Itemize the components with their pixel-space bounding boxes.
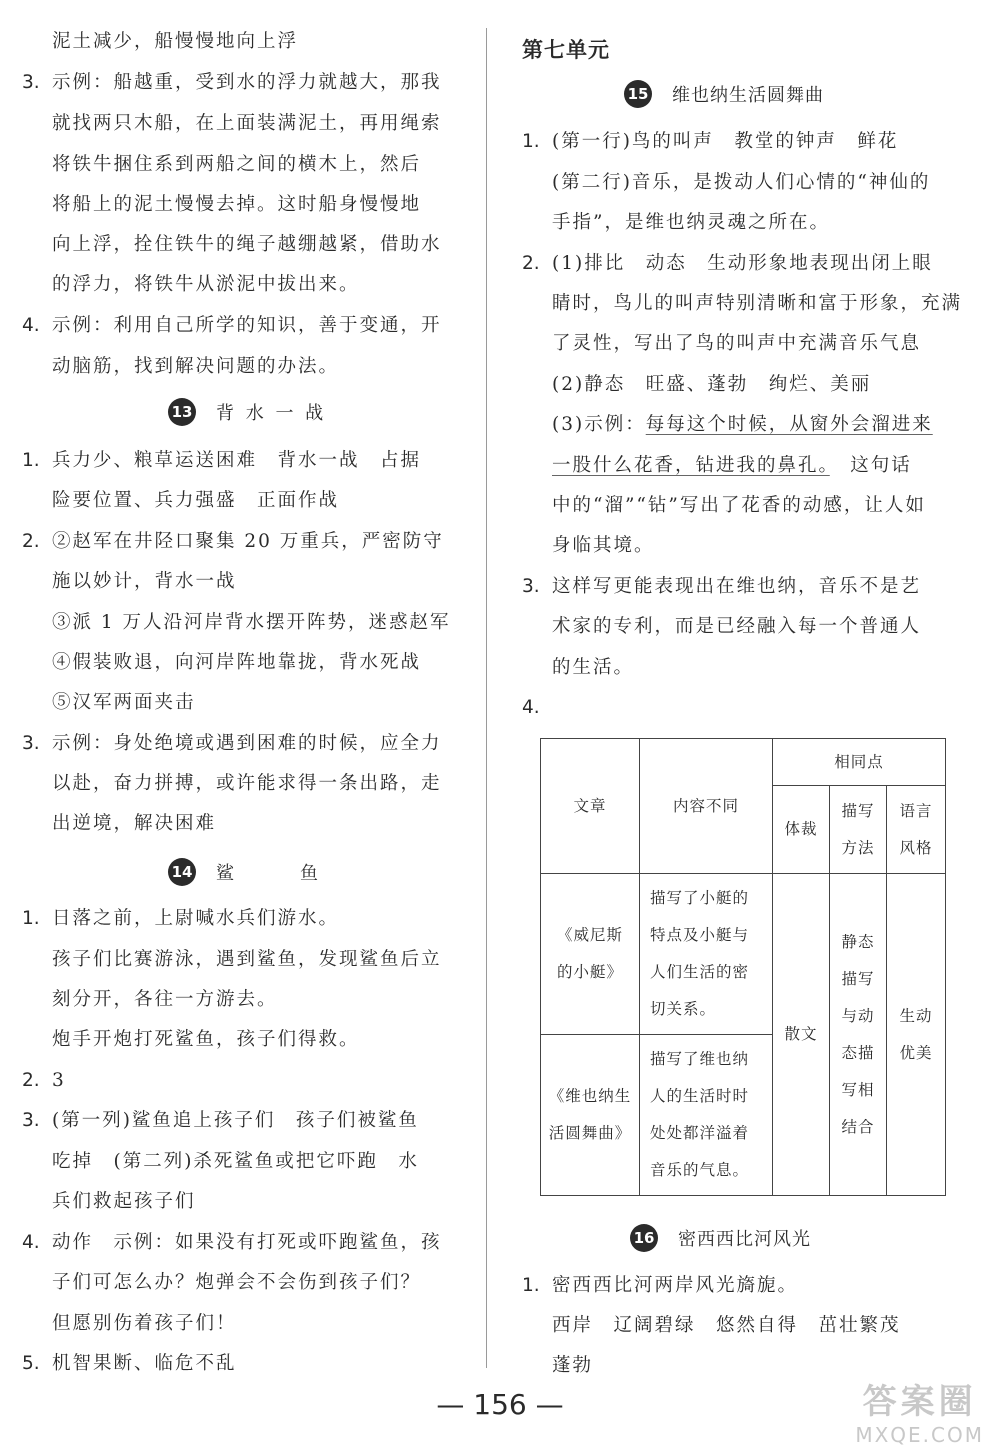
text-line: ④假装败退，向河岸阵地靠拢，背水死战: [52, 652, 422, 673]
item-number: 4.: [22, 315, 40, 336]
cell-text: 活圆舞曲》: [548, 1124, 632, 1142]
cell-text: 描写了小艇的: [650, 889, 750, 907]
header-article: 文章: [541, 739, 640, 874]
text-line: 就找两只木船，在上面装满泥土，再用绳索: [52, 113, 442, 134]
cell-text: 切关系。: [650, 1000, 717, 1018]
text-line: 刻分开，各往一方游去。: [52, 989, 278, 1010]
text-line: ③派 1 万人沿河岸背水摆开阵势，迷惑赵军: [52, 612, 451, 633]
text-line: 兵力少、粮草运送困难 背水一战 占据: [52, 450, 422, 471]
text-line: 孩子们比赛游泳，遇到鲨鱼，发现鲨鱼后立: [52, 949, 442, 970]
text-line: 向上浮，拴住铁牛的绳子越绷越紧，借助水: [52, 234, 442, 255]
answer-5: [22, 1352, 237, 1376]
answer-4: [22, 314, 442, 338]
cell-text: 描写了维也纳: [650, 1050, 750, 1068]
answer-2: [22, 1069, 66, 1093]
item-number: 2.: [22, 531, 40, 552]
cell-text: 的小艇》: [556, 963, 623, 981]
lesson-title: 维也纳生活圆舞曲: [672, 85, 824, 106]
text-line: 险要位置、兵力强盛 正面作战: [52, 490, 340, 511]
cell-text: 《威尼斯: [556, 926, 623, 944]
text-line: 手指”，是维也纳灵魂之所在。: [552, 212, 830, 233]
style-cell: [887, 874, 946, 1196]
cell-text: 人们生活的密: [650, 963, 750, 981]
text-line: 出逆境，解决困难: [52, 813, 217, 834]
unit-title: 第七单元: [522, 38, 610, 62]
watermark-logo-text: 答案圈: [862, 1382, 977, 1422]
text-line: [522, 413, 933, 437]
text-line: 蓬勃: [552, 1355, 594, 1376]
text-line: 睛时，鸟儿的叫声特别清晰和富于形象，充满: [552, 293, 963, 314]
cell-text: 风格: [899, 838, 933, 857]
item-number: 3.: [522, 576, 540, 597]
lesson-number-badge: 16: [630, 1224, 658, 1252]
text-line: 身临其境。: [552, 535, 655, 556]
cell-text: 人的生活时时: [650, 1087, 750, 1105]
text-line: 中的“溜”“钻”写出了花香的动感，让人如: [552, 495, 926, 516]
item-number: 4.: [22, 1232, 40, 1253]
answer-2: [22, 530, 444, 554]
text-line: 机智果断、临危不乱: [52, 1353, 237, 1374]
section-16-heading: [630, 1224, 811, 1252]
cell-text: 音乐的气息。: [650, 1161, 750, 1179]
page-number: — 156 —: [436, 1388, 564, 1421]
section-15-heading: [624, 80, 824, 108]
text-line: 子们可怎么办？炮弹会不会伤到孩子们？: [52, 1272, 422, 1293]
text-line: 的浮力，将铁牛从淤泥中拔出来。: [52, 274, 360, 295]
text-line: 以赴，奋力拼搏，或许能求得一条出路，走: [52, 773, 442, 794]
section-13-heading: [168, 398, 326, 426]
item-number: 3.: [22, 72, 40, 93]
answer-4: [522, 696, 552, 720]
lesson-number-badge: 14: [168, 858, 196, 886]
text-line: 兵们救起孩子们: [52, 1191, 196, 1212]
row-1-diff: [640, 874, 773, 1035]
text-line: 日落之前，上尉喊水兵们游水。: [52, 908, 340, 929]
text-line: 了灵性，写出了鸟的叫声中充满音乐气息: [552, 333, 922, 354]
text-line: ⑤汉军两面夹击: [52, 692, 196, 713]
text-line: [522, 454, 912, 478]
text-line: 示例：船越重，受到水的浮力就越大，那我: [52, 72, 442, 93]
header-same: 相同点: [773, 739, 946, 786]
underlined-quote: 每每这个时候，从窗外会溜进来: [645, 414, 933, 435]
lesson-title: 鲨 鱼: [216, 863, 328, 884]
comparison-table: [540, 738, 946, 1196]
answer-3: [22, 71, 442, 95]
answer-4: [22, 1231, 442, 1255]
cell-text: 静态: [841, 932, 875, 951]
genre-cell: 散文: [773, 874, 830, 1196]
header-content-diff: 内容不同: [640, 739, 773, 874]
underlined-quote: 一股什么花香，钻进我的鼻孔。: [552, 455, 830, 476]
cell-text: 与动: [841, 1006, 875, 1025]
text-line: 将船上的泥土慢慢去掉。这时船身慢慢地: [52, 194, 422, 215]
lesson-number-badge: 15: [624, 80, 652, 108]
answer-1: [522, 130, 898, 154]
text-line: 示例：身处绝境或遇到困难的时候，应全力: [52, 733, 442, 754]
text-line: 施以妙计，背水一战: [52, 571, 237, 592]
text-line: 这样写更能表现出在维也纳，音乐不是艺: [552, 576, 922, 597]
header-genre: 体裁: [773, 786, 830, 874]
text-fragment: 这句话: [829, 455, 912, 476]
text-line: (第一行)鸟的叫声 教堂的钟声 鲜花: [552, 131, 899, 152]
cell-text: 写相: [841, 1080, 875, 1099]
row-2-diff: [640, 1035, 773, 1196]
cell-text: 优美: [899, 1043, 933, 1062]
text-line: 术家的专利，而是已经融入每一个普通人: [552, 616, 922, 637]
answer-3: [22, 1109, 419, 1133]
column-divider: [486, 28, 487, 1368]
item-number: 2.: [22, 1070, 40, 1091]
item-number: 1.: [522, 1275, 540, 1296]
item-number: 5.: [22, 1353, 40, 1374]
header-method: [830, 786, 887, 874]
text-line: 泥土减少，船慢慢地向上浮: [52, 31, 299, 52]
answer-1: [522, 1274, 798, 1298]
cell-text: 结合: [841, 1117, 875, 1136]
cell-text: 处处都洋溢着: [650, 1124, 750, 1142]
lesson-title: 密西西比河风光: [678, 1229, 811, 1250]
text-line: 动作 示例：如果没有打死或吓跑鲨鱼，孩: [52, 1232, 442, 1253]
text-line: (1)排比 动态 生动形象地表现出闭上眼: [552, 253, 933, 274]
method-cell: [830, 874, 887, 1196]
cell-text: 描写: [841, 969, 875, 988]
text-line: 密西西比河两岸风光旖旎。: [552, 1275, 799, 1296]
text-line: 3: [52, 1070, 66, 1091]
text-line: 炮手开炮打死鲨鱼，孩子们得救。: [52, 1029, 360, 1050]
header-style: [887, 786, 946, 874]
answer-1: [22, 449, 421, 473]
cell-text: 态描: [841, 1043, 875, 1062]
row-2-article: [541, 1035, 640, 1196]
text-line: 的生活。: [552, 657, 635, 678]
item-number: 1.: [522, 131, 540, 152]
item-number: 1.: [22, 908, 40, 929]
cell-text: 方法: [841, 838, 875, 857]
answer-3: [522, 575, 921, 599]
item-number: 1.: [22, 450, 40, 471]
text-line: 动脑筋，找到解决问题的办法。: [52, 356, 340, 377]
watermark: [855, 1374, 984, 1447]
cell-text: 《维也纳生: [548, 1087, 632, 1105]
text-line: 吃掉 (第二列)杀死鲨鱼或把它吓跑 水: [52, 1151, 419, 1172]
answer-3: [22, 732, 442, 756]
text-line: (第一列)鲨鱼追上孩子们 孩子们被鲨鱼: [52, 1110, 419, 1131]
text-line: ②赵军在井陉口聚集 20 万重兵，严密防守: [52, 531, 444, 552]
cell-text: 语言: [899, 801, 933, 820]
cell-text: 描写: [841, 801, 875, 820]
item-number: 3.: [22, 733, 40, 754]
text-fragment: (3)示例：: [552, 414, 646, 435]
answer-1: [22, 907, 339, 931]
cell-text: 特点及小艇与: [650, 926, 750, 944]
text-line: 西岸 辽阔碧绿 悠然自得 茁壮繁茂: [552, 1315, 901, 1336]
cell-text: 生动: [899, 1006, 933, 1025]
lesson-number-badge: 13: [168, 398, 196, 426]
item-number: 4.: [522, 697, 540, 718]
item-number: 3.: [22, 1110, 40, 1131]
text-line: 但愿别伤着孩子们！: [52, 1313, 237, 1334]
watermark-url: MXQE.COM: [855, 1423, 984, 1447]
answer-2: [522, 252, 933, 276]
lesson-title: 背 水 一 战: [216, 403, 327, 424]
row-1-article: [541, 874, 640, 1035]
text-line: 示例：利用自己所学的知识，善于变通，开: [52, 315, 442, 336]
text-line: 将铁牛捆住系到两船之间的横木上，然后: [52, 154, 422, 175]
text-line: (2)静态 旺盛、蓬勃 绚烂、美丽: [552, 374, 872, 395]
item-number: 2.: [522, 253, 540, 274]
section-14-heading: [168, 858, 328, 886]
text-line: (第二行)音乐，是拨动人们心情的“神仙的: [552, 172, 931, 193]
